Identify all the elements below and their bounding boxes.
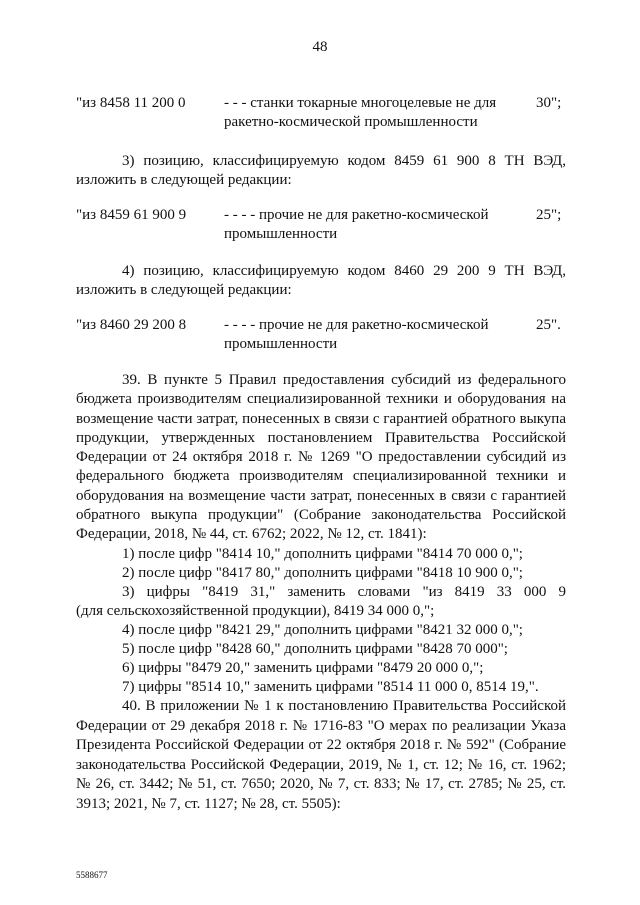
section-39-sub-2: 2) после цифр "8417 80," дополнить цифрами "8418 10 900 0,"; [122,565,523,581]
tariff-rate: 25". [536,317,561,333]
item-3-paragraph [76,152,566,190]
section-39-sub-3: 3) цифры "8419 31," заменить словами "из 8419 33 000 9 [122,584,566,600]
section-39-sub-5: 5) после цифр "8428 60," дополнить цифрами "8428 70 000"; [122,641,508,657]
tariff-rate: 25"; [536,207,562,223]
section-39-text: 39. В пункте 5 Правил предоставления субсидий из федерального бюджета производителям специализированной техники и оборудования на возмещение части затрат, понесенных в связи с гарантией обратного выкупа продукции, утвержденных постановлением Правительства Российской Федерации от 24 октября 2018 г. № 1269 "О предоставлении субсидий из федерального бюджета производителям специализированной техники и оборудования на возмещение части затрат, понесенных в связи с гарантией обратного выкупа продукции" (Собрание законодательства Российской Федерации, 2018, № 44, ст. 6762; 2022, № 12, ст. 1841): [76,372,566,543]
section-39-sub-1: 1) после цифр "8414 10," дополнить цифрами "8414 70 000 0,"; [122,546,523,562]
section-40-text: 40. В приложении № 1 к постановлению Правительства Российской Федерации от 29 декабря 2018 г. № 1716-83 "О мерах по реализации Указа Президента Российской Федерации от 22 октября 2018 г. № 592" (Собрание законодательства Российской Федерации, 2019, № 1, ст. 12; № 16, ст. 1962; № 26, ст. 3442; № 51, ст. 7650; 2020, № 7, ст. 833; № 17, ст. 2785; № 25, ст. 3913; 2021, № 7, ст. 1127; № 28, ст. 5505): [76,698,566,812]
tariff-row-8460 [76,316,576,356]
item-3-line-1: 3) позицию, классифицируемую кодом 8459 61 900 8 ТН ВЭД, [122,153,566,169]
tariff-row-8459 [76,206,576,246]
section-39-sub-4: 4) после цифр "8421 29," дополнить цифрами "8421 32 000 0,"; [122,622,523,638]
tariff-code: "из 8458 11 200 0 [76,95,186,111]
item-4-line-2: изложить в следующей редакции: [76,282,292,298]
tariff-code: "из 8459 61 900 9 [76,207,187,223]
item-3-line-2: изложить в следующей редакции: [76,172,292,188]
section-39-subitems [76,545,566,697]
item-4-line-1: 4) позицию, классифицируемую кодом 8460 29 200 9 ТН ВЭД, [122,263,566,279]
tariff-description: - - - - прочие не для ракетно-космической промышленности [224,207,489,242]
document-id: 5588677 [76,870,108,880]
tariff-row-8458 [76,94,576,134]
tariff-description: - - - станки токарные многоцелевые не для ракетно-космической промышленности [224,95,497,130]
tariff-code: "из 8460 29 200 8 [76,317,187,333]
page-number: 48 [312,39,328,55]
section-39-sub-3-cont: (для сельскохозяйственной продукции), 8419 34 000 0,"; [76,603,435,619]
item-4-paragraph [76,262,566,300]
section-39-sub-6: 6) цифры "8479 20," заменить цифрами "8479 20 000 0,"; [122,660,484,676]
section-39-sub-7: 7) цифры "8514 10," заменить цифрами "8514 11 000 0, 8514 19,". [122,679,539,695]
tariff-description: - - - - прочие не для ракетно-космической промышленности [224,317,489,352]
tariff-rate: 30"; [536,95,562,111]
